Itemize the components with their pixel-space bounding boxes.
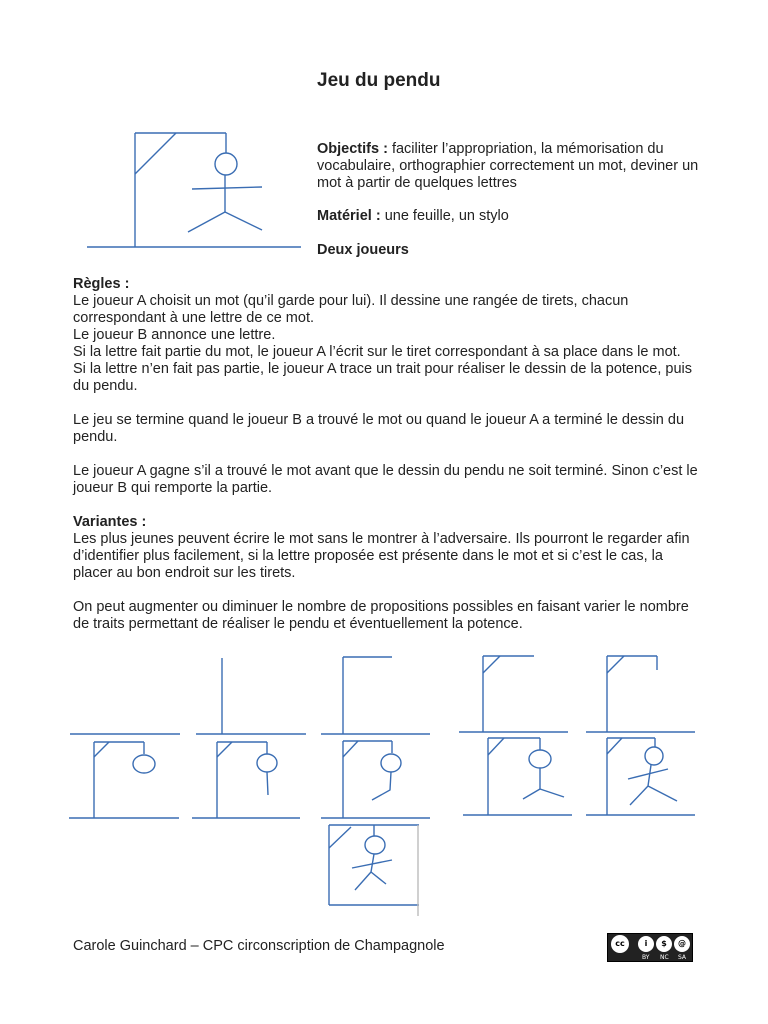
gagne-paragraph: Le joueur A gagne s’il a trouvé le mot avant que le dessin du pendu ne soit terminé. Sinon c’est le joueur B qui remporte la partie.: [73, 463, 698, 496]
page-title: Jeu du pendu: [317, 70, 441, 91]
regle-line: Le joueur B annonce une lettre.: [73, 327, 276, 343]
step-3-beam: [321, 657, 430, 734]
joueurs-heading: Deux joueurs: [317, 242, 409, 258]
step-5-rope: [586, 656, 695, 732]
objectifs-paragraph: [317, 141, 707, 192]
variantes-heading: Variantes :: [73, 514, 147, 530]
by-icon: i: [638, 936, 654, 952]
step-8-leg: [321, 741, 430, 818]
objectifs-label: Objectifs :: [317, 141, 388, 157]
materiel-label: Matériel :: [317, 208, 381, 224]
sa-icon: @: [674, 936, 690, 952]
variantes-paragraph-2: On peut augmenter ou diminuer le nombre de propositions possibles en faisant varier le nombre de traits permettant de réaliser le pendu et éventuellement la potence.: [73, 599, 689, 632]
step-7-body: [192, 742, 300, 818]
rules-body: [73, 276, 703, 633]
regle-line: Si la lettre n’en fait pas partie, le joueur A trace un trait pour réaliser le dessin de la potence, puis du pendu.: [73, 361, 693, 394]
regle-line: Le joueur A choisit un mot (qu’il garde pour lui). Il dessine une rangée de tirets, chacun correspondant à une lettre de ce mot.: [73, 293, 629, 326]
cc-icon: cc: [611, 935, 629, 953]
step-2-pole: [196, 658, 306, 734]
by-label: BY: [642, 954, 650, 961]
main-hangman-figure: [87, 133, 301, 247]
step-10-arm: [586, 738, 695, 815]
step-4-brace: [459, 656, 568, 732]
footer-author: Carole Guinchard – CPC circonscription de Champagnole: [73, 938, 445, 954]
fin-paragraph: Le jeu se termine quand le joueur B a trouvé le mot ou quand le joueur A a terminé le dessin du pendu.: [73, 412, 685, 445]
regle-line: Si la lettre fait partie du mot, le joueur A l’écrit sur le tiret correspondant à sa place dans le mot.: [73, 344, 681, 360]
materiel-text: une feuille, un stylo: [384, 208, 509, 224]
variantes-paragraph-1: Les plus jeunes peuvent écrire le mot sans le montrer à l’adversaire. Ils pourront le regarder afin d’identifier plus facilement, si la lettre proposée est présente dans le mot et si c’est le cas, la placer au bon endroit sur les tirets.: [73, 531, 690, 581]
materiel-paragraph: [317, 208, 509, 225]
regles-heading: Règles :: [73, 276, 130, 292]
sa-label: SA: [678, 954, 687, 961]
cc-license-badge: [607, 933, 693, 962]
step-9-legs: [463, 738, 572, 815]
nc-label: NC: [660, 954, 669, 961]
objectifs-text: faciliter l’appropriation, la mémorisation du vocabulaire, orthographier correctement un mot, deviner un mot à partir de quelques lettres: [317, 141, 699, 191]
nc-icon: $: [656, 936, 672, 952]
step-11-complete: [329, 825, 419, 916]
step-6-head: [69, 742, 179, 818]
